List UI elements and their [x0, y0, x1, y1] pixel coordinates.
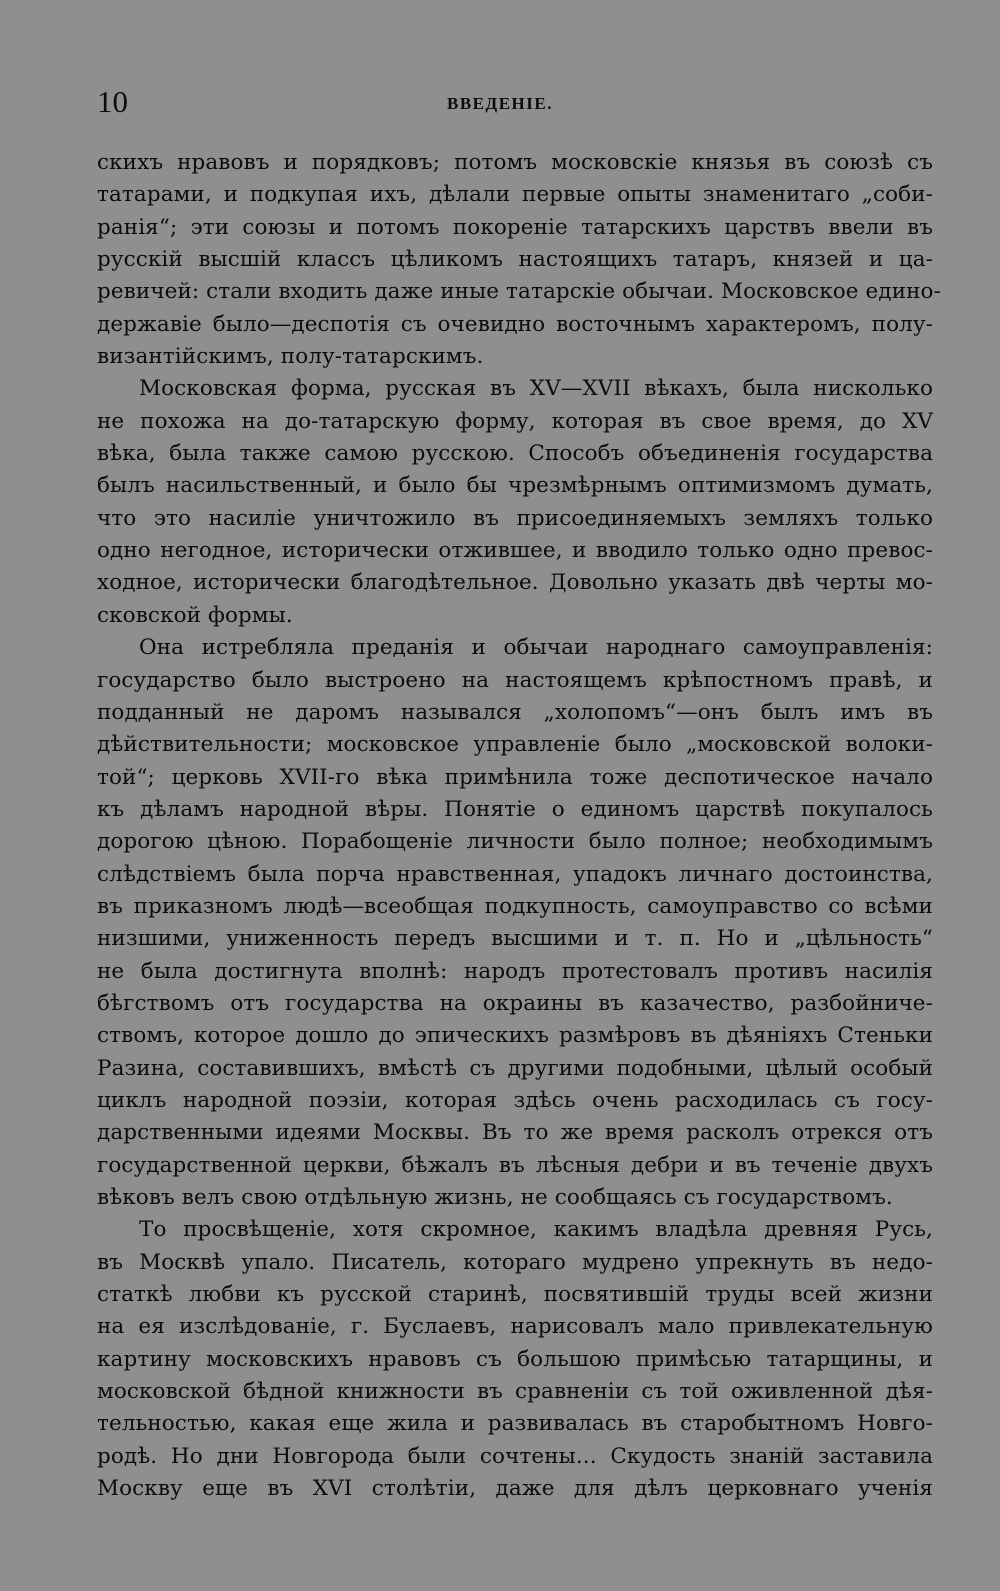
text-line: ранія“; эти союзы и потомъ покореніе татарскихъ царствъ ввели въ	[97, 214, 933, 240]
text-line: вѣка, была также самою русскою. Способъ объединенія государства	[97, 441, 933, 467]
text-line: той“; церковь XVII-го вѣка примѣнила тоже деспотическое начало	[97, 764, 933, 790]
text-line: въ приказномъ людѣ—всеобщая подкупность, самоуправство со всѣми	[97, 893, 933, 919]
text-line: тельностью, какая еще жила и развивалась въ старобытномъ Новго-	[97, 1411, 933, 1437]
text-line: былъ насильственный, и было бы чрезмѣрнымъ оптимизмомъ думать,	[97, 473, 933, 499]
text-line: дарственными идеями Москвы. Въ то же время расколъ отрекся отъ	[97, 1120, 933, 1146]
text-line: дорогою цѣною. Порабощеніе личности было полное; необходимымъ	[97, 829, 933, 855]
running-title: ВВЕДЕНІЕ.	[447, 94, 553, 113]
text-line: на ея изслѣдованіе, г. Буслаевъ, нарисовалъ мало привлекательную	[97, 1314, 933, 1340]
text-line: родѣ. Но дни Новгорода были сочтены... Скудость знаній заставила	[97, 1443, 933, 1469]
text-line: подданный не даромъ назывался „холопомъ“—онъ былъ имъ въ	[97, 699, 933, 725]
text-line: Она истребляла преданія и обычаи народнаго самоуправленія:	[139, 635, 933, 661]
text-line: византійскимъ, полу-татарскимъ.	[97, 344, 484, 370]
text-line: ревичей: стали входить даже иные татарскіе обычаи. Московское едино-	[97, 279, 941, 305]
text-line: низшими, униженность передъ высшими и т. п. Но и „цѣльность“	[97, 926, 933, 952]
text-line: въ Москвѣ упало. Писатель, котораго мудрено упрекнуть въ недо-	[97, 1249, 933, 1275]
text-line: Москву еще въ XVI столѣтіи, даже для дѣлъ церковнаго ученія	[97, 1476, 933, 1502]
text-line: бѣгствомъ отъ государства на окраины въ казачество, разбойниче-	[97, 990, 933, 1016]
text-line: скихъ нравовъ и порядковъ; потомъ московскіе князья въ союзѣ съ	[97, 150, 933, 175]
text-line: что это насиліе уничтожило въ присоединяемыхъ земляхъ только	[97, 505, 933, 531]
text-line: То просвѣщеніе, хотя скромное, какимъ владѣла древняя Русь,	[139, 1217, 933, 1243]
text-line: ходное, исторически благодѣтельное. Довольно указать двѣ черты мо-	[97, 570, 933, 596]
text-line: ствомъ, которое дошло до эпическихъ размѣровъ въ дѣяніяхъ Стеньки	[97, 1023, 933, 1049]
text-line: Разина, составившихъ, вмѣстѣ съ другими подобными, цѣлый особый	[97, 1055, 933, 1081]
page-number: 10	[97, 84, 128, 119]
text-line: государство было выстроено на настоящемъ крѣпостномъ правѣ, и	[97, 667, 933, 693]
text-line: статкѣ любви къ русской старинѣ, посвятившій труды всей жизни	[97, 1282, 933, 1308]
text-line: слѣдствіемъ была порча нравственная, упадокъ личнаго достоинства,	[97, 861, 933, 887]
text-line: Московская форма, русская въ XV—XVII вѣкахъ, была нисколько	[139, 376, 933, 402]
text-line: къ дѣламъ народной вѣры. Понятіе о единомъ царствѣ покупалось	[97, 796, 933, 822]
text-line: циклъ народной поэзіи, которая здѣсь очень расходилась съ госу-	[97, 1087, 933, 1113]
text-line: не была достигнута вполнѣ: народъ протестовалъ противъ насилія	[97, 958, 933, 984]
text-line: вѣковъ велъ свою отдѣльную жизнь, не сообщаясь съ государствомъ.	[97, 1185, 893, 1210]
text-line: московской бѣдной книжности въ сравненіи съ той оживленной дѣя-	[97, 1379, 933, 1405]
text-line: государственной церкви, бѣжалъ въ лѣсныя дебри и въ теченіе двухъ	[97, 1152, 933, 1178]
text-line: татарами, и подкупая ихъ, дѣлали первые опыты знаменитаго „соби-	[97, 182, 933, 208]
text-line: одно негодное, исторически отжившее, и вводило только одно превос-	[97, 538, 933, 564]
text-line: картину московскихъ нравовъ съ большою примѣсью татарщины, и	[97, 1346, 933, 1372]
text-line: русскій высшій классъ цѣликомъ настоящихъ татаръ, князей и ца-	[97, 247, 933, 273]
text-line: не похожа на до-татарскую форму, которая въ свое время, до XV	[97, 408, 933, 434]
text-line: державіе было—деспотія съ очевидно восточнымъ характеромъ, полу-	[97, 311, 933, 337]
body-text	[97, 147, 941, 1505]
text-line: дѣйствительности; московское управленіе было „московской волоки-	[97, 732, 933, 758]
text-line: сковской формы.	[97, 602, 293, 628]
